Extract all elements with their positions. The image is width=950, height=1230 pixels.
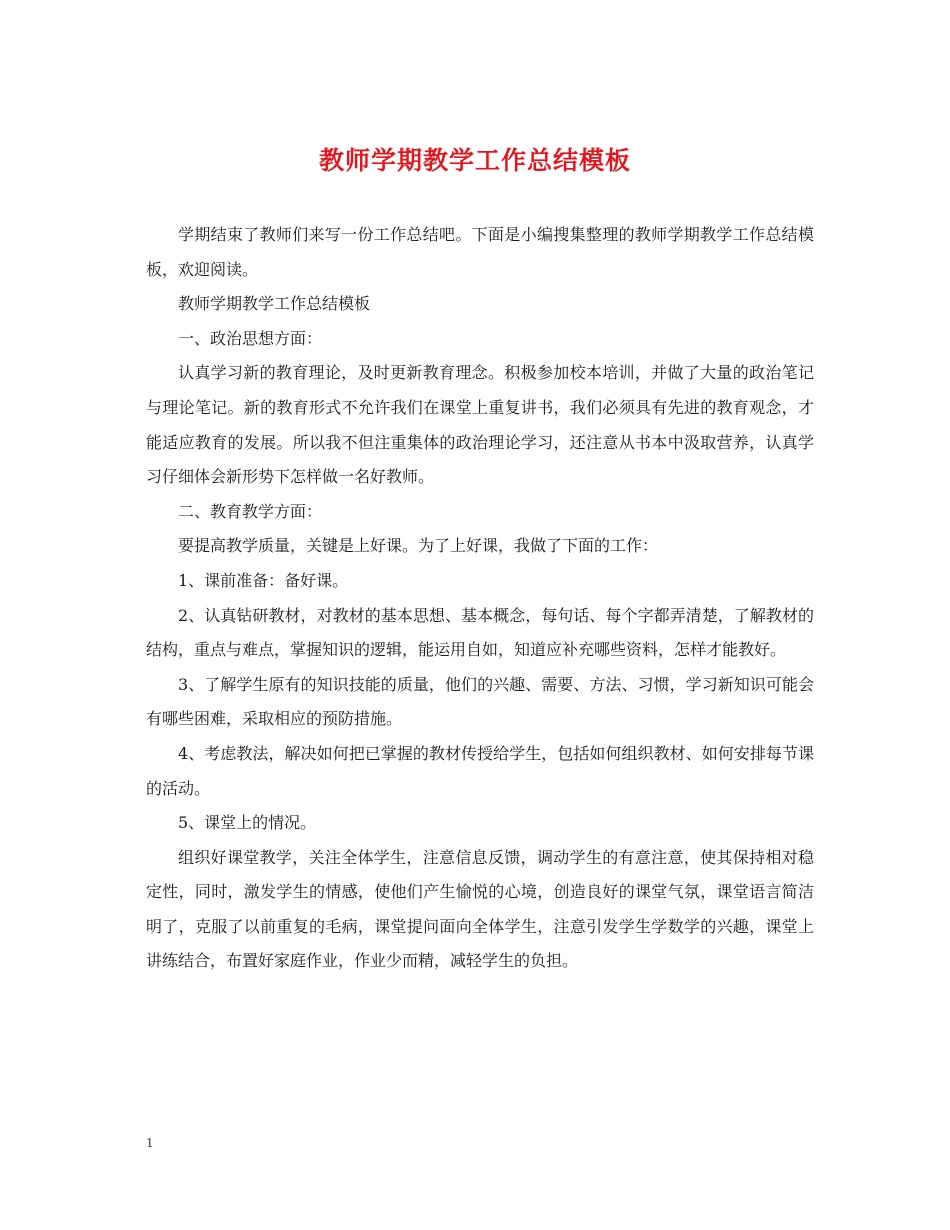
document-title: 教师学期教学工作总结模板: [318, 146, 631, 175]
list-item-1: 1、课前准备：备好课。: [178, 570, 349, 590]
list-item-5: 5、课堂上的情况。: [178, 813, 317, 833]
document-body: [146, 218, 814, 979]
list-item-3: 3、了解学生原有的知识技能的质量，他们的兴趣、需要、方法、习惯，学习新知识可能会有哪些困难，采取相应的预防措施。: [146, 674, 814, 729]
politics-paragraph: 认真学习新的教育理论，及时更新教育理念。积极参加校本培训，并做了大量的政治笔记与理论笔记。新的教育形式不允许我们在课堂上重复讲书，我们必须具有先进的教育观念，才能适应教育的发展。所以我不但注重集体的政治理论学习，还注意从书本中汲取营养，认真学习仔细体会新形势下怎样做一名好教师。: [146, 363, 814, 487]
page-number: 1: [146, 1136, 154, 1150]
section-heading-main: 教师学期教学工作总结模板: [178, 294, 371, 314]
classroom-paragraph: 组织好课堂教学，关注全体学生，注意信息反馈，调动学生的有意注意，使其保持相对稳定性，同时，激发学生的情感，使他们产生愉悦的心境，创造良好的课堂气氛，课堂语言简洁明了，克服了以前重复的毛病，课堂提问面向全体学生，注意引发学生学数学的兴趣，课堂上讲练结合，布置好家庭作业，作业少而精，减轻学生的负担。: [146, 847, 814, 971]
intro-paragraph: 学期结束了教师们来写一份工作总结吧。下面是小编搜集整理的教师学期教学工作总结模板，欢迎阅读。: [146, 225, 814, 279]
teaching-intro-paragraph: 要提高教学质量，关键是上好课。为了上好课，我做了下面的工作：: [178, 536, 659, 556]
list-item-4: 4、考虑教法，解决如何把已掌握的教材传授给学生，包括如何组织教材、如何安排每节课的活动。: [146, 743, 814, 798]
list-item-2: 2、认真钻研教材，对教材的基本思想、基本概念，每句话、每个字都弄清楚，了解教材的结构，重点与难点，掌握知识的逻辑，能运用自如，知道应补充哪些资料，怎样才能教好。: [146, 605, 814, 660]
section-heading-politics: 一、政治思想方面：: [178, 328, 323, 348]
section-heading-teaching: 二、教育教学方面：: [178, 501, 323, 521]
